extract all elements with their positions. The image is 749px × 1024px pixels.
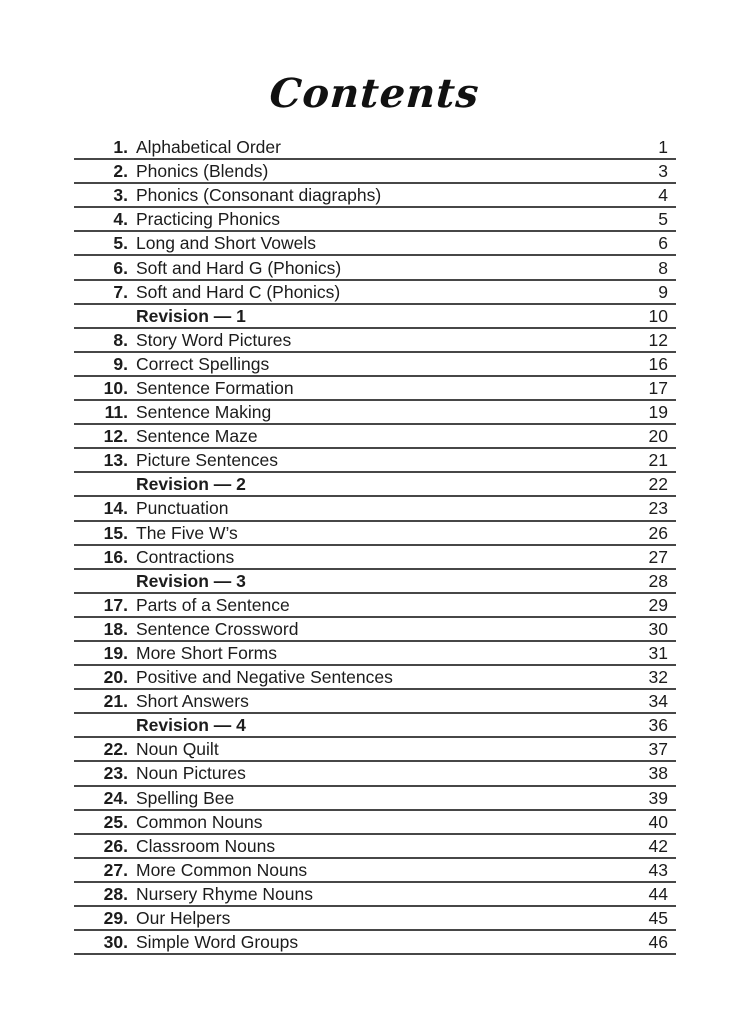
toc-entry-title: Picture Sentences: [136, 450, 279, 471]
toc-row: [74, 642, 676, 666]
toc-entry-number: 14.: [103, 498, 128, 519]
toc-entry-page: 17: [648, 377, 668, 398]
toc-entry-title: Contractions: [136, 546, 235, 567]
toc-entry-title: Correct Spellings: [136, 353, 270, 374]
toc-row: [74, 377, 676, 401]
toc-entry-page: 1: [658, 137, 668, 158]
toc-entry-number: 25.: [103, 811, 128, 832]
toc-row: [74, 160, 676, 184]
toc-row: [74, 738, 676, 762]
toc-entry-page: 26: [648, 522, 668, 543]
toc-row: [74, 883, 676, 907]
toc-entry-number: 15.: [103, 522, 128, 543]
toc-entry-title: Revision — 3: [136, 570, 246, 591]
toc-entry-number: 5.: [113, 233, 128, 254]
toc-row: [74, 473, 676, 497]
toc-row: [74, 208, 676, 232]
toc-entry-page: 16: [648, 353, 668, 374]
toc-entry-title: Sentence Maze: [136, 426, 258, 447]
toc-entry-number: 4.: [113, 209, 128, 230]
toc-row: [74, 522, 676, 546]
toc-row: [74, 570, 676, 594]
toc-entry-page: 29: [648, 594, 668, 615]
toc-entry-title: More Common Nouns: [136, 859, 308, 880]
toc-entry-title: Common Nouns: [136, 811, 263, 832]
toc-entry-page: 19: [648, 402, 668, 423]
toc-entry-number: 2.: [113, 161, 128, 182]
toc-entry-number: 24.: [103, 787, 128, 808]
toc-entry-number: 27.: [103, 859, 128, 880]
toc-entry-number: 12.: [103, 426, 128, 447]
toc-entry-title: More Short Forms: [136, 643, 277, 664]
toc-entry-page: 44: [648, 883, 668, 904]
toc-entry-page: 4: [658, 185, 668, 206]
toc-entry-page: 39: [648, 787, 668, 808]
toc-entry-page: 36: [648, 715, 668, 736]
toc-entry-number: 22.: [103, 739, 128, 760]
toc-row: [74, 594, 676, 618]
toc-entry-number: 21.: [103, 691, 128, 712]
page-title: Contents: [268, 70, 481, 117]
toc-entry-title: Practicing Phonics: [136, 209, 280, 230]
toc-entry-title: Nursery Rhyme Nouns: [136, 883, 313, 904]
toc-row: [74, 449, 676, 473]
toc-entry-number: 7.: [113, 281, 128, 302]
toc-entry-number: 28.: [103, 883, 128, 904]
toc-entry-title: Phonics (Consonant diagraphs): [136, 185, 382, 206]
toc-row: [74, 931, 676, 955]
toc-entry-title: Simple Word Groups: [136, 932, 299, 953]
toc-entry-title: Our Helpers: [136, 908, 231, 929]
toc-row: [74, 690, 676, 714]
toc-entry-number: 9.: [113, 353, 128, 374]
toc-row: [74, 618, 676, 642]
toc-entry-page: 42: [648, 835, 668, 856]
toc-entry-page: 10: [648, 305, 668, 326]
toc-row: [74, 835, 676, 859]
toc-entry-number: 26.: [103, 835, 128, 856]
toc-entry-page: 8: [658, 257, 668, 278]
toc-entry-number: 6.: [113, 257, 128, 278]
toc-entry-title: Classroom Nouns: [136, 835, 276, 856]
toc-row: [74, 256, 676, 280]
toc-entry-title: Noun Quilt: [136, 739, 219, 760]
toc-row: [74, 401, 676, 425]
toc-entry-page: 28: [648, 570, 668, 591]
toc-entry-page: 12: [648, 329, 668, 350]
toc-entry-title: Sentence Formation: [136, 377, 294, 398]
toc-entry-number: 30.: [103, 932, 128, 953]
toc-entry-number: 23.: [103, 763, 128, 784]
toc-row: [74, 546, 676, 570]
toc-entry-title: Spelling Bee: [136, 787, 235, 808]
toc-entry-number: 3.: [113, 185, 128, 206]
toc-row: [74, 907, 676, 931]
toc-entry-title: Sentence Crossword: [136, 618, 299, 639]
toc-entry-page: 6: [658, 233, 668, 254]
toc-entry-number: 1.: [113, 137, 128, 158]
toc-entry-page: 21: [648, 450, 668, 471]
toc-entry-page: 27: [648, 546, 668, 567]
toc-entry-page: 3: [658, 161, 668, 182]
toc-row: [74, 787, 676, 811]
toc-entry-title: Noun Pictures: [136, 763, 246, 784]
toc-entry-page: 23: [648, 498, 668, 519]
toc-entry-page: 5: [658, 209, 668, 230]
toc-row: [74, 281, 676, 305]
toc-row: [74, 329, 676, 353]
toc-entry-page: 30: [648, 618, 668, 639]
toc-entry-page: 46: [648, 932, 668, 953]
toc-row: [74, 305, 676, 329]
toc-entry-title: The Five W’s: [136, 522, 238, 543]
toc-entry-title: Sentence Making: [136, 402, 272, 423]
toc-entry-title: Parts of a Sentence: [136, 594, 290, 615]
toc-entry-title: Revision — 2: [136, 474, 246, 495]
toc-row: [74, 859, 676, 883]
toc-entry-number: 20.: [103, 667, 128, 688]
toc-entry-page: 43: [648, 859, 668, 880]
toc-entry-number: 8.: [113, 329, 128, 350]
toc-entry-number: 13.: [103, 450, 128, 471]
toc-entry-title: Phonics (Blends): [136, 161, 269, 182]
toc-entry-title: Revision — 1: [136, 305, 246, 326]
toc-entry-page: 38: [648, 763, 668, 784]
toc-entry-number: 10.: [103, 377, 128, 398]
toc-entry-page: 40: [648, 811, 668, 832]
toc-entry-title: Soft and Hard C (Phonics): [136, 281, 341, 302]
toc-row: [74, 184, 676, 208]
toc-entry-page: 22: [648, 474, 668, 495]
toc-row: [74, 136, 676, 160]
toc-row: [74, 666, 676, 690]
toc-entry-page: 20: [648, 426, 668, 447]
toc-entry-number: 29.: [103, 908, 128, 929]
toc-entry-number: 19.: [103, 643, 128, 664]
toc-row: [74, 232, 676, 256]
toc-row: [74, 714, 676, 738]
toc-list: [74, 136, 676, 955]
toc-entry-page: 9: [658, 281, 668, 302]
toc-entry-title: Punctuation: [136, 498, 229, 519]
toc-entry-title: Soft and Hard G (Phonics): [136, 257, 342, 278]
toc-row: [74, 811, 676, 835]
toc-entry-number: 17.: [103, 594, 128, 615]
toc-entry-title: Positive and Negative Sentences: [136, 667, 393, 688]
toc-entry-title: Short Answers: [136, 691, 249, 712]
toc-row: [74, 425, 676, 449]
toc-entry-title: Revision — 4: [136, 715, 246, 736]
toc-entry-page: 32: [648, 667, 668, 688]
toc-entry-title: Story Word Pictures: [136, 329, 292, 350]
toc-entry-page: 31: [648, 643, 668, 664]
toc-entry-page: 34: [648, 691, 668, 712]
toc-entry-number: 11.: [104, 402, 128, 423]
toc-row: [74, 497, 676, 521]
toc-row: [74, 353, 676, 377]
toc-entry-number: 18.: [103, 618, 128, 639]
toc-entry-page: 45: [648, 908, 668, 929]
toc-entry-title: Long and Short Vowels: [136, 233, 316, 254]
toc-row: [74, 762, 676, 786]
toc-entry-title: Alphabetical Order: [136, 137, 281, 158]
toc-entry-number: 16.: [103, 546, 128, 567]
toc-entry-page: 37: [648, 739, 668, 760]
